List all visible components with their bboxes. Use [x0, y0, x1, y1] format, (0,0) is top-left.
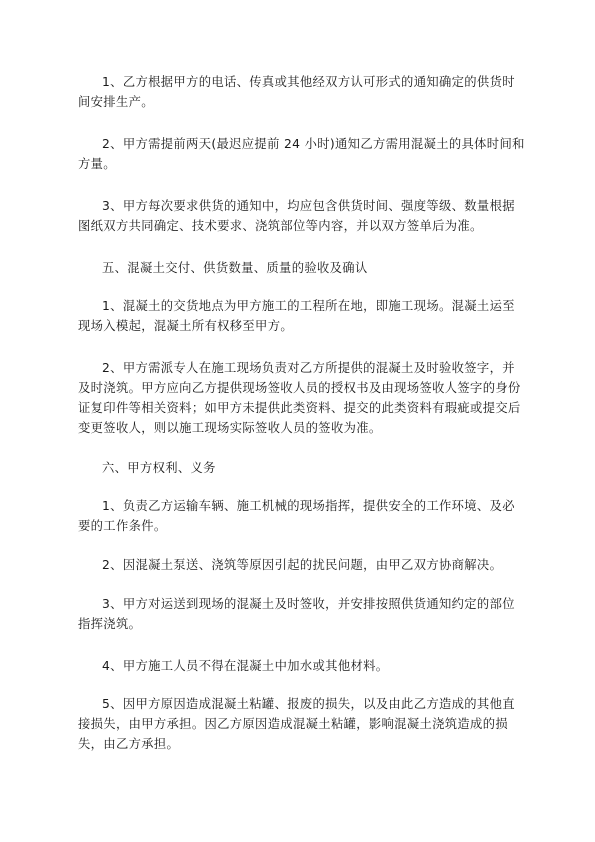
- clause-6-1: 1、负责乙方运输车辆、施工机械的现场指挥，提供安全的工作环境、及必要的工作条件。: [78, 499, 515, 533]
- clause-4-3: 3、甲方每次要求供货的通知中，均应包含供货时间、强度等级、数量根据图纸双方共同确定、技术要求、浇筑部位等内容，并以双方签单后为准。: [78, 199, 515, 233]
- clause-4-1: 1、乙方根据甲方的电话、传真或其他经双方认可形式的通知确定的供货时间安排生产。: [78, 75, 515, 109]
- clause-4-2: 2、甲方需提前两天(最迟应提前 24 小时)通知乙方需用混凝土的具体时间和 方量。: [78, 137, 525, 171]
- section-heading-6: 六、甲方权利、义务: [102, 461, 216, 475]
- section-heading-5: 五、混凝土交付、供货数量、质量的验收及确认: [102, 261, 368, 275]
- clause-6-5: 5、因甲方原因造成混凝土粘罐、报废的损失，以及由此乙方造成的其他直接损失，由甲方承担。因乙方原因造成混凝土粘罐，影响混凝土浇筑造成的损失，由乙方承担。: [78, 697, 515, 751]
- clause-5-1: 1、混凝土的交货地点为甲方施工的工程所在地，即施工现场。混凝土运至现场入模起，混凝土所有权移至甲方。: [78, 299, 515, 333]
- clause-6-4: 4、甲方施工人员不得在混凝土中加水或其他材料。: [102, 659, 389, 673]
- clause-5-2: 2、甲方需派专人在施工现场负责对乙方所提供的混凝土及时验收签字，并及时浇筑。甲方应向乙方提供现场签收人员的授权书及由现场签收人签字的身份证复印件等相关资料；如甲方未提供此类资料、提交的此类资料有瑕疵或提交后变更签收人，则以施工现场实际签收人员的签收为准。: [78, 361, 521, 435]
- clause-6-3: 3、甲方对运送到现场的混凝土及时签收，并安排按照供货通知约定的部位指挥浇筑。: [78, 597, 515, 631]
- clause-6-2: 2、因混凝土泵送、浇筑等原因引起的扰民问题，由甲乙双方协商解决。: [102, 558, 503, 572]
